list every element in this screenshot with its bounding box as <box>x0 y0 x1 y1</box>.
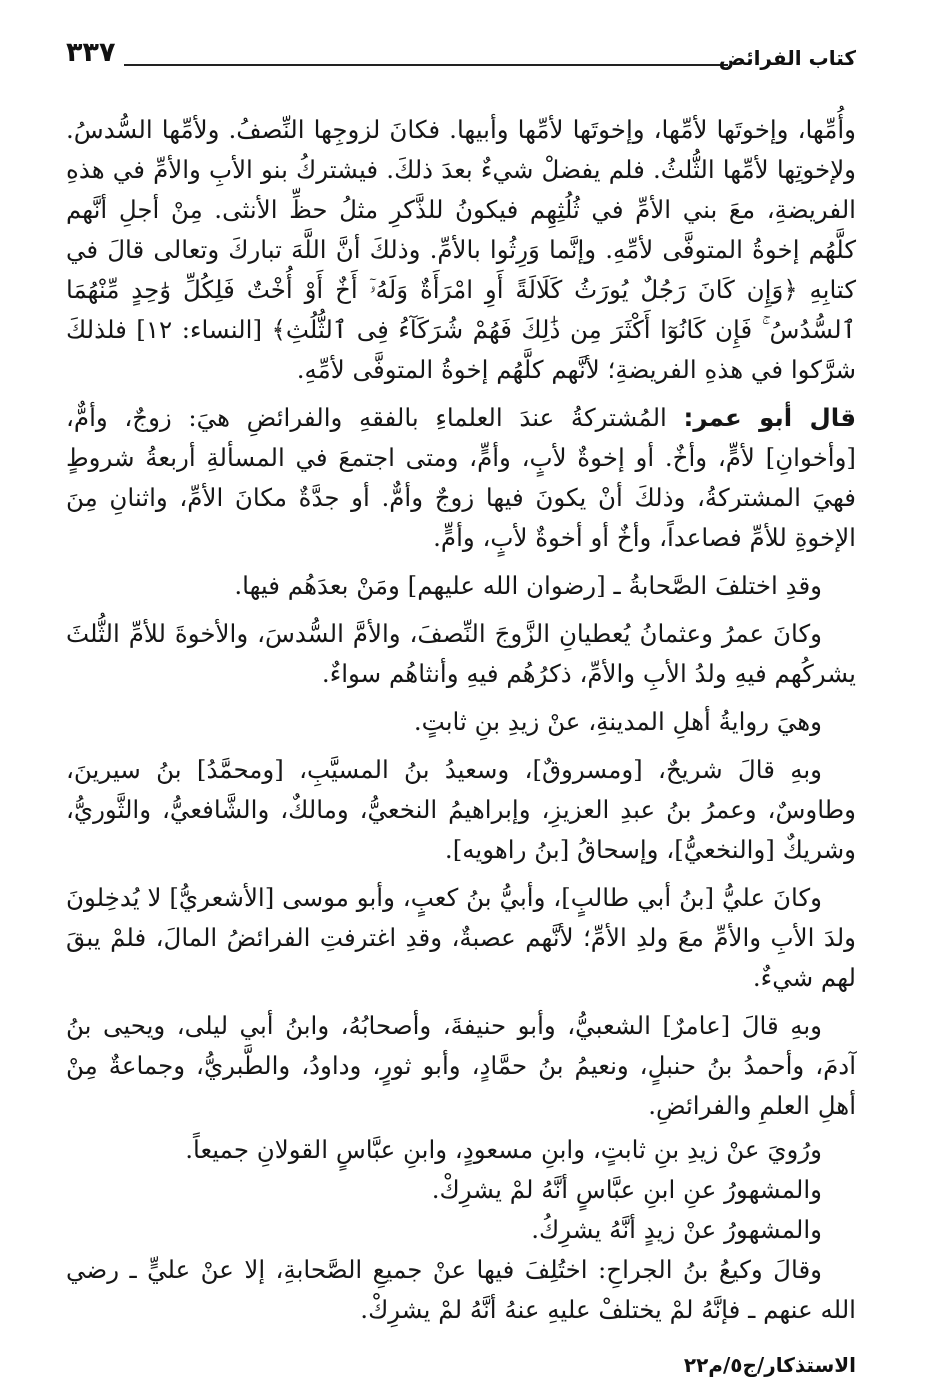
header-rule <box>124 64 728 66</box>
paragraph-text: وكانَ عليُّ [بنُ أبي طالبٍ]، وأبيُّ بنُ كعبٍ، وأبو موسى [الأشعريُّ] لا يُدخِلونَ ولدَ الأبِ والأمِّ معَ ولدِ الأمِّ؛ لأنَّهم عصبةٌ، وقدِ اغترفتِ الفرائضُ المالَ، فلمْ يبقَ لهم شيءٌ. <box>66 883 856 992</box>
paragraph-madina-narration <box>66 702 856 742</box>
paragraph-scholars-list-2 <box>66 1006 856 1126</box>
book-page <box>66 28 856 1378</box>
paragraph-text: وهيَ روايةُ أهلِ المدينةِ، عنْ زيدِ بنِ ثابتٍ. <box>413 707 822 736</box>
paragraph-ali-ubayy <box>66 878 856 998</box>
paragraph-text: والمشهورُ عنِ ابنِ عبَّاسٍ أنَّهُ لمْ يشرِكْ. <box>431 1175 822 1204</box>
paragraph-text: ورُويَ عنْ زيدِ بنِ ثابتٍ، وابنِ مسعودٍ، وابنِ عبَّاسٍ القولانِ جميعاً. <box>185 1135 822 1164</box>
printer-signature: الاستذكار/ج٥/م٢٢ <box>683 1353 856 1377</box>
paragraph-text: المُشتركةُ عندَ العلماءِ بالفقهِ والفرائضِ هيَ: زوجٌ، وأمٌّ، [وأخوانِ] لأمٍّ، وأخٌ. أو إخوةٌ لأبٍ، وأمٍّ، ومتى اجتمعَ في المسألةِ أربعةُ شروطٍ فهيَ المشتركةُ، وذلكَ أنْ يكونَ فيها زوجٌ وأمٌّ. أو جدَّةٌ مكانَ الأمِّ، واثنانِ مِنَ الإخوةِ للأمِّ فصاعداً، وأخٌ أو أخوةٌ لأبٍ، وأمٍّ. <box>66 403 856 552</box>
paragraph-inheritance-explanation <box>66 110 856 390</box>
page-footer <box>684 1352 856 1378</box>
paragraph-ibn-abbas <box>66 1170 856 1210</box>
running-title: كتاب الفرائض <box>718 46 856 70</box>
paragraph-text: وبهِ قالَ شريحٌ، [ومسروقٌ]، وسعيدُ بنُ المسيَّبِ، [ومحمَّدُ] بنُ سيرينَ، وطاوسٌ، وعمرُ بنُ عبدِ العزيزِ، وإبراهيمُ النخعيُّ، ومالكٌ، والشَّافعيُّ، والثَّوريُّ، وشريكٌ [والنخعيُّ]، وإسحاقُ [بنُ راهويه]. <box>66 755 856 864</box>
paragraph-text: وأُمِّها، وإخوتَها لأمِّها، وإخوتَها لأمِّها وأبيها. فكانَ لزوجِها النِّصفُ. ولأمِّها السُّدسُ. ولإخوتِها لأمِّها الثُّلثُ. فلم يفضلْ شيءٌ بعدَ ذلكَ. فيشتركُ بنو الأبِ والأمِّ في هذهِ الفريضةِ، معَ بني الأمِّ في ثُلُثِهِم فيكونُ للذَّكرِ مثلُ حظِّ الأنثى. مِنْ أجلِ أنَّهم كلَّهُم إخوةُ المتوفَّى لأمِّهِ. وإنَّما وَرِثُوا بالأمِّ. وذلكَ أنَّ اللَّهَ تباركَ وتعالى قالَ في كتابِهِ ﴿وَإِن كَانَ رَجُلٌ يُورَثُ كَلَالَةً أَوِ امْرَأَةٌ وَلَهُۥٓ أَخٌ أَوْ أُخْتٌ فَلِكُلِّ وَٰحِدٍ مِّنْهُمَا ٱلسُّدُسُ ۚ فَإِن كَانُوٓا أَكْثَرَ مِن ذَٰلِكَ فَهُمْ شُرَكَآءُ فِى ٱلثُّلُثِ﴾ [النساء: ١٢] فلذلكَ شرَّكوا في هذهِ الفريضةِ؛ لأنَّهم كلَّهُم إخوةُ المتوفَّى لأمِّهِ. <box>66 115 856 384</box>
paragraph-umar-uthman <box>66 614 856 694</box>
paragraph-abu-umar <box>66 398 856 558</box>
speaker-label: قال أبو عمر: <box>683 403 856 432</box>
paragraph-scholars-list-1 <box>66 750 856 870</box>
page-header <box>66 28 856 78</box>
page-number: ٣٣٧ <box>66 37 116 68</box>
paragraph-text: والمشهورُ عنْ زيدٍ أنَّهُ يشرِكُ. <box>531 1215 822 1244</box>
paragraph-text: وقدِ اختلفَ الصَّحابةُ ـ [رضوان الله عليهم] ومَنْ بعدَهُم فيها. <box>234 571 822 600</box>
page-body <box>66 110 856 1330</box>
paragraph-companions-differed <box>66 566 856 606</box>
paragraph-zayd <box>66 1210 856 1250</box>
paragraph-waki <box>66 1250 856 1330</box>
paragraph-text: وبهِ قالَ [عامرٌ] الشعبيُّ، وأبو حنيفةَ، وأصحابُهُ، وابنُ أبي ليلى، ويحيى بنُ آدمَ، وأحمدُ بنُ حنبلٍ، ونعيمُ بنُ حمَّادٍ، وأبو ثورٍ، وداودُ، والطَّبريُّ، وجماعةٌ مِنْ أهلِ العلمِ والفرائضِ. <box>66 1011 856 1120</box>
paragraph-both-opinions <box>66 1130 856 1170</box>
paragraph-text: وقالَ وكيعُ بنُ الجراحِ: اختُلِفَ فيها عنْ جميعِ الصَّحابةِ، إلا عنْ عليٍّ ـ رضي الله عنهم ـ فإنَّهُ لمْ يختلفْ عليهِ عنهُ أنَّهُ لمْ يشرِكْ. <box>66 1255 856 1324</box>
paragraph-text: وكانَ عمرُ وعثمانُ يُعطيانِ الزَّوجَ النِّصفَ، والأمَّ السُّدسَ، والأخوةَ للأمِّ الثُّلثَ يشركُهم فيهِ ولدُ الأبِ والأمِّ، ذكرُهُم فيهِ وأنثاهُم سواءٌ. <box>66 619 856 688</box>
